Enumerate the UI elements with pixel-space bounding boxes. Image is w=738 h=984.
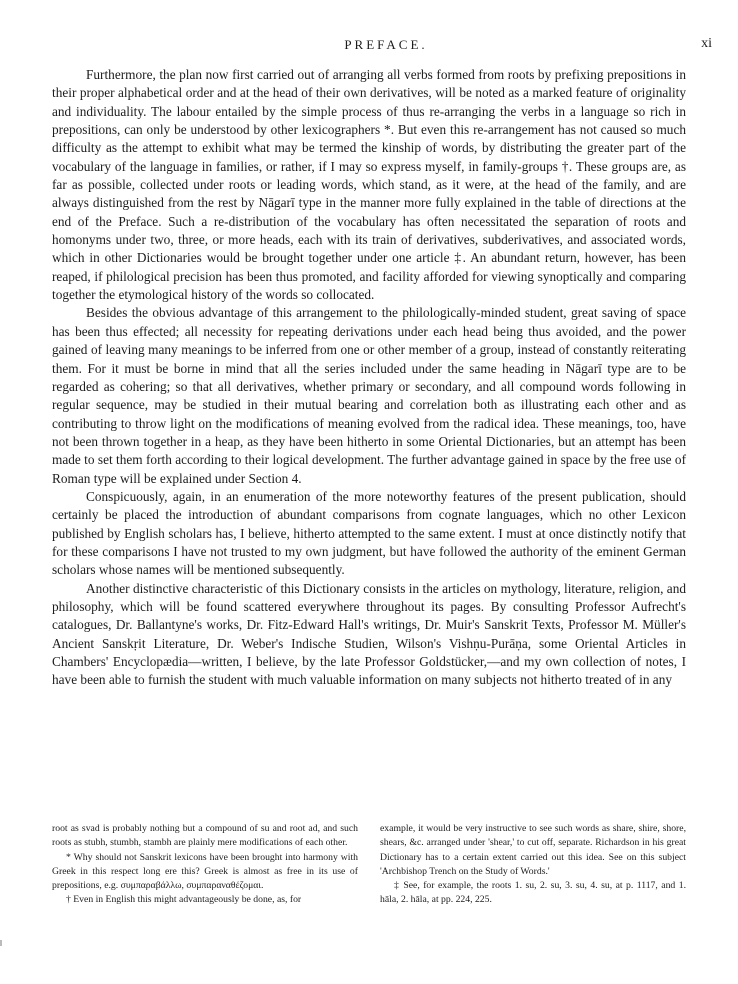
footnote-asterisk: * Why should not Sanskrit lexicons have been brought into harmony with Greek in this respect long ere this? Greek is almost as free in its use of prepositions, e.g. συμπαραβάλλω, συμπαραναθέζομαι.	[52, 851, 358, 892]
footnote-dagger: † Even in English this might advantageously be done, as, for	[66, 894, 302, 906]
footnote-column-left	[52, 822, 358, 908]
paragraph-3: Conspicuously, again, in an enumeration of the more noteworthy features of the present publication, should certainly be placed the introduction of abundant comparisons from cognate languages, which no other Lexicon published by English scholars has, I believe, hitherto attempted to the same extent. I must at once distinctly notify that for these comparisons I have not trusted to my own judgment, but have followed the authority of the eminent German scholars whose names will be mentioned subsequently.	[52, 488, 686, 578]
paragraph-2: Besides the obvious advantage of this arrangement to the philologically-minded student, great saving of space has been thus effected; all necessity for repeating derivations under each head being thus avoided, and the power gained of leaving many meanings to be inferred from one or other member of a group, instead of constantly reiterating them. For it must be borne in mind that all the series included under the same heading in Nāgarī type are to be regarded as cohering; so that all derivatives, whether primary or secondary, and all compound words following in regular sequence, may be studied in their mutual bearing and correlation both as illustrating each other and as contributing to throw light on the modifications of meaning evolved from the radical idea. These meanings, too, have not been thrown together in a heap, as they have been hitherto in some Oriental Dictionaries, but an attempt has been made to set them forth according to their logical development. The further advantage gained in space by the free use of Roman type will be explained under Section 4.	[52, 305, 686, 486]
footnotes	[52, 822, 686, 908]
footnote-continuation: root as svad is probably nothing but a compound of su and root ad, and such roots as stubh, stumbh, stambh are plainly mere modifications of each other.	[52, 823, 358, 849]
footnote-double-dagger: ‡ See, for example, the roots 1. su, 2. su, 3. su, 4. su, at p. 1117, and 1. hāla, 2. hāla, at pp. 224, 225.	[380, 880, 686, 906]
paragraph-4: Another distinctive characteristic of this Dictionary consists in the articles on mythology, literature, religion, and philosophy, which will be found scattered everywhere throughout its pages. By consulting Professor Aufrecht's catalogues, Dr. Ballantyne's works, Dr. Fitz-Edward Hall's writings, Dr. Muir's Sanskrit Texts, Professor M. Müller's Ancient Sanskṛit Literature, Dr. Weber's Indische Studien, Wilson's Vishṇu-Purāṇa, some Oriental Articles in Chambers' Encyclopædia—written, I believe, by the late Professor Goldstücker,—and my own collection of notes, I have been able to furnish the student with much valuable information on many subjects not hitherto treated of in any	[52, 580, 686, 688]
body-text	[52, 66, 686, 690]
footnote-column-right	[380, 822, 686, 908]
scan-edge-mark	[0, 940, 2, 946]
page-number: xi	[701, 36, 712, 51]
running-head: PREFACE.	[344, 37, 428, 52]
footnote-dagger-continuation: example, it would be very instructive to see such words as share, shire, shore, shears, &c. arranged under 'shear,' to cut off, separate. Richardson in his great Dictionary has to a certain extent carried out this idea. See on this subject 'Archbishop Trench on the Study of Words.'	[380, 823, 686, 877]
paragraph-1: Furthermore, the plan now first carried out of arranging all verbs formed from roots by prefixing prepositions in their proper alphabetical order and at the head of their own derivatives, will be noted as a marked feature of originality and individuality. The labour entailed by the simple process of thus re-arranging the verbs in a language so rich in prepositions, can only be understood by other lexicographers *. But even this re-arrangement has not caused so much difficulty as the attempt to exhibit what may be termed the kinship of words, by distributing the greater part of the vocabulary of the language in families, or rather, if I may so express myself, in family-groups †. These groups are, as far as possible, collected under roots or leading words, which stand, as it were, at the head of the family, and are always distinguished from the rest by Nāgarī type in the manner more fully explained in the table of directions at the end of the Preface. Such a re-distribution of the vocabulary has often necessitated the separation of roots and homonyms under two, three, or more heads, each with its train of derivatives, subderivatives, and associated words, which in other Dictionaries would be brought together under one article ‡. An abundant return, however, has been reaped, if philological precision has been thus promoted, and facility afforded for viewing synoptically and comparing together the etymological history of the words so collocated.	[52, 67, 686, 303]
